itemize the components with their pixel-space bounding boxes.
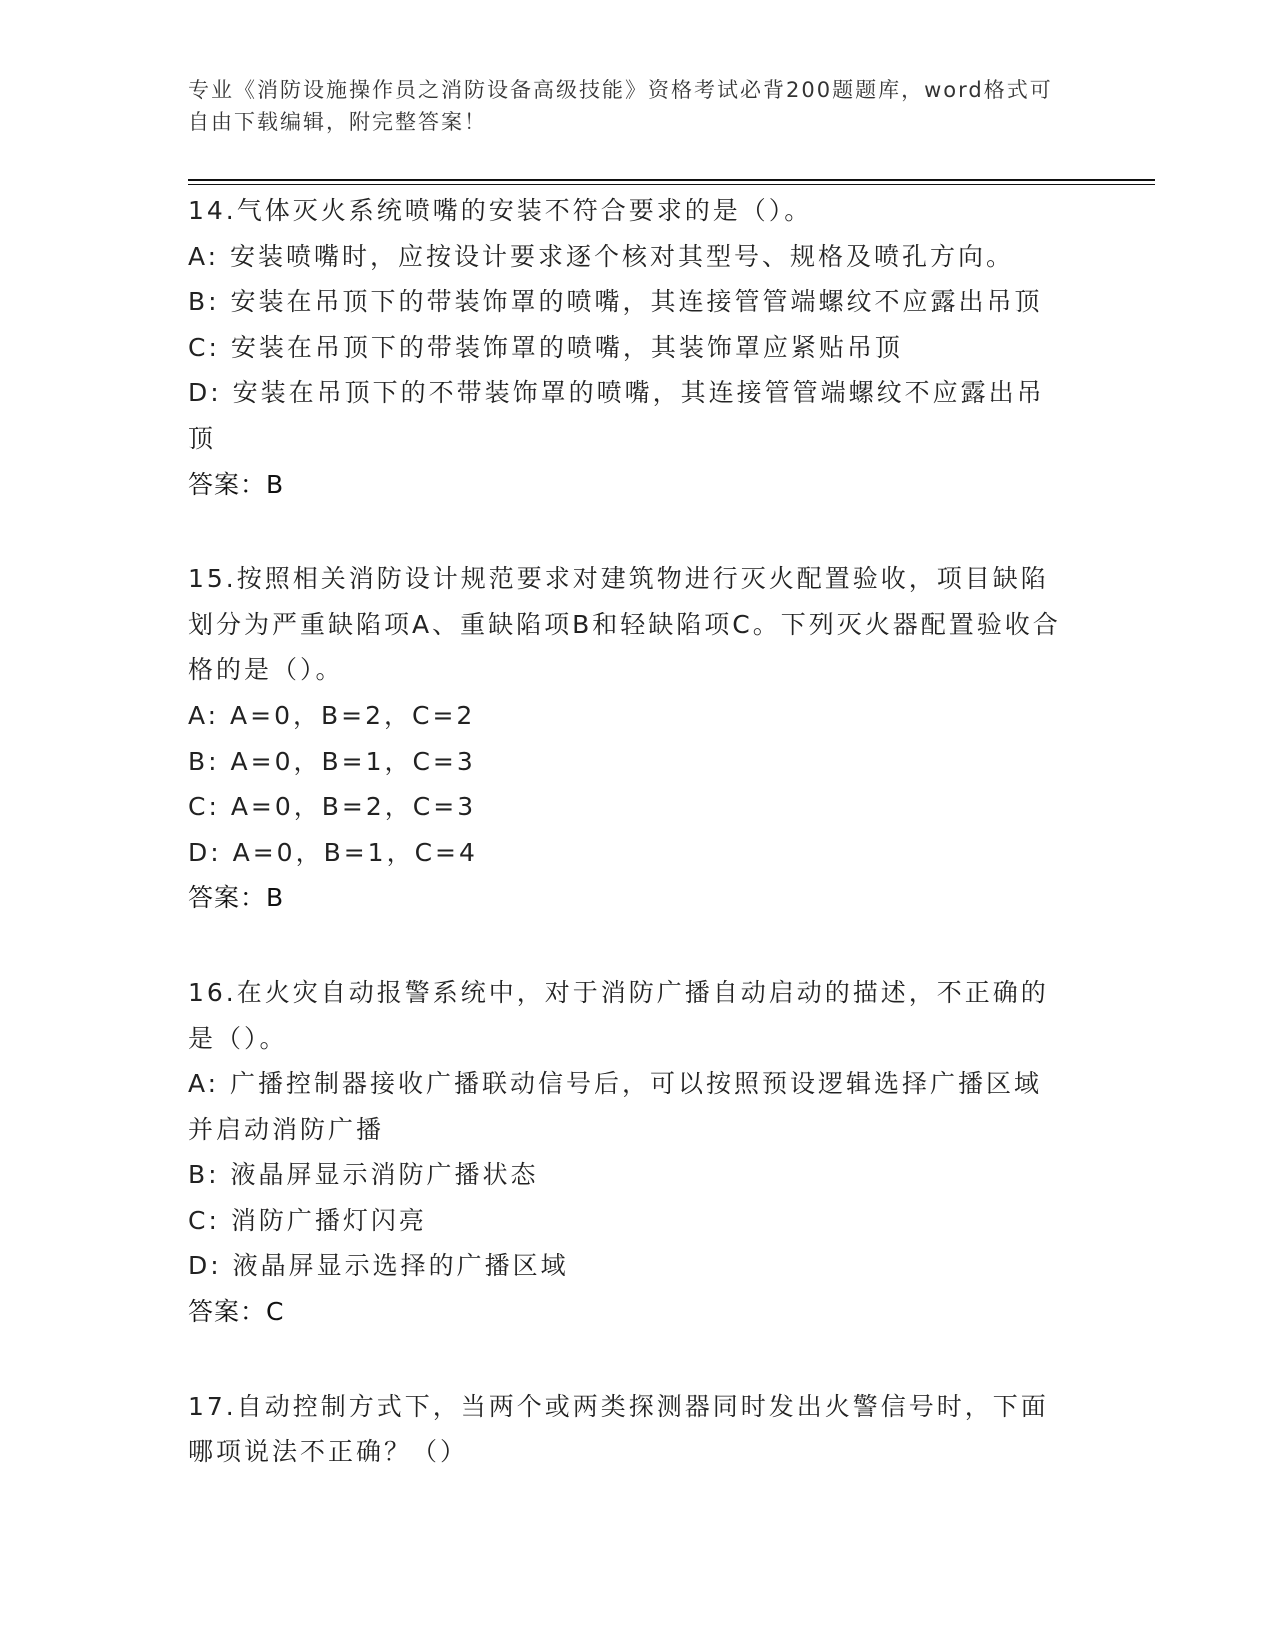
question-15: [188, 556, 1088, 921]
header-divider-thick: [188, 179, 1155, 181]
question-stem: 14.气体灭火系统喷嘴的安装不符合要求的是（）。: [188, 196, 813, 225]
question-17: [188, 1384, 1088, 1475]
option-b: B: 液晶屏显示消防广播状态: [188, 1160, 539, 1190]
question-stem: 17.自动控制方式下，当两个或两类探测器同时发出火警信号时，下面哪项说法不正确？（）: [188, 1391, 1049, 1467]
question-14: [188, 188, 1088, 507]
question-stem: 16.在火灾自动报警系统中，对于消防广播自动启动的描述，不正确的是（）。: [188, 977, 1049, 1053]
option-b: B: A=0，B=1，C=3: [188, 746, 476, 776]
question-stem: 15.按照相关消防设计规范要求对建筑物进行灭火配置验收，项目缺陷划分为严重缺陷项A、重缺陷项B和轻缺陷项C。下列灭火器配置验收合格的是（）。: [188, 564, 1061, 685]
question-list: [188, 188, 1088, 1524]
option-a: A: A=0，B=2，C=2: [188, 700, 476, 730]
option-c: C: 安装在吊顶下的带装饰罩的喷嘴，其装饰罩应紧贴吊顶: [188, 332, 903, 362]
option-a: A: 安装喷嘴时，应按设计要求逐个核对其型号、规格及喷孔方向。: [188, 241, 1015, 271]
question-16: [188, 970, 1088, 1335]
option-d: D: A=0，B=1，C=4: [188, 837, 478, 867]
header-divider-thin: [188, 184, 1155, 185]
option-a: A: 广播控制器接收广播联动信号后，可以按照预设逻辑选择广播区域并启动消防广播: [188, 1069, 1043, 1144]
answer: 答案：B: [188, 883, 285, 913]
option-d: D: 安装在吊顶下的不带装饰罩的喷嘴，其连接管管端螺纹不应露出吊顶: [188, 378, 1045, 453]
option-c: C: A=0，B=2，C=3: [188, 792, 477, 822]
answer: 答案：B: [188, 469, 285, 499]
option-b: B: 安装在吊顶下的带装饰罩的喷嘴，其连接管管端螺纹不应露出吊顶: [188, 287, 1043, 317]
document-header: 专业《消防设施操作员之消防设备高级技能》资格考试必背200题题库，word格式可自由下载编辑，附完整答案！: [188, 78, 1053, 134]
option-c: C: 消防广播灯闪亮: [188, 1205, 427, 1235]
answer: 答案：C: [188, 1297, 285, 1327]
option-d: D: 液晶屏显示选择的广播区域: [188, 1251, 569, 1281]
